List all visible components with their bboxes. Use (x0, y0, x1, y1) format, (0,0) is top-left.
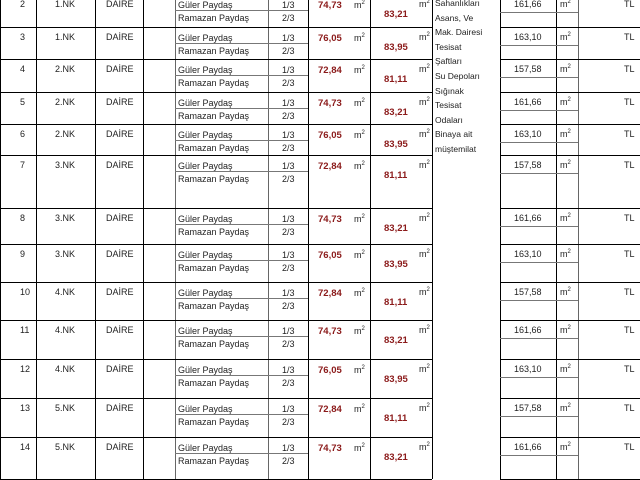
row-number: 3 (20, 32, 26, 42)
column-rule (143, 0, 144, 479)
owner-share: 2/3 (282, 111, 295, 121)
owner-name: Ramazan Paydaş (178, 111, 250, 121)
net-area: 72,84 (318, 65, 342, 76)
net-area: 72,84 (318, 404, 342, 415)
area-unit: $m^2$ (354, 161, 365, 171)
row-rule (0, 359, 432, 360)
gross-area: 83,95 (384, 139, 408, 150)
common-area-note: Şaftları (435, 56, 462, 67)
total-rule (500, 142, 578, 143)
area-unit: $m^2$ (419, 403, 430, 413)
common-area-note: Sahanlıkları (435, 0, 480, 8)
currency-label: TL (624, 129, 635, 139)
owner-share: 1/3 (282, 33, 295, 43)
total-rule (500, 416, 578, 417)
column-rule (556, 0, 557, 479)
unit-type: DAİRE (106, 364, 134, 374)
total-rule (500, 110, 578, 111)
total-rule (500, 300, 578, 301)
floor-label: 5.NK (55, 403, 76, 413)
area-unit: $m^2$ (419, 129, 430, 139)
currency-label: TL (624, 403, 635, 413)
row-rule (500, 92, 640, 93)
floor-label: 4.NK (55, 325, 76, 335)
common-area-note: Tesisat (435, 100, 462, 111)
total-area: 163,10 (514, 129, 542, 139)
unit-type: DAİRE (106, 32, 134, 42)
total-rule (500, 377, 578, 378)
owner-name: Güler Paydaş (178, 214, 233, 224)
row-rule (500, 59, 640, 60)
floor-label: 4.NK (55, 287, 76, 297)
row-rule (500, 244, 640, 245)
net-area: 74,73 (318, 0, 342, 11)
area-unit: $m^2$ (560, 325, 571, 335)
area-unit: $m^2$ (419, 160, 430, 170)
area-unit: $m^2$ (560, 0, 571, 9)
column-rule (578, 0, 579, 479)
area-unit: $m^2$ (560, 64, 571, 74)
currency-label: TL (624, 0, 635, 9)
owner-share: 1/3 (282, 250, 295, 260)
common-area-note: Asans, Ve (435, 12, 474, 23)
row-number: 13 (20, 403, 31, 413)
unit-type: DAİRE (106, 160, 134, 170)
unit-type: DAİRE (106, 287, 134, 297)
row-rule (500, 27, 640, 28)
area-unit: $m^2$ (560, 403, 571, 413)
owner-share: 1/3 (282, 326, 295, 336)
total-area: 161,66 (514, 0, 542, 9)
area-unit: $m^2$ (560, 129, 571, 139)
area-unit: $m^2$ (354, 404, 365, 414)
total-area: 157,58 (514, 64, 542, 74)
area-unit: $m^2$ (560, 160, 571, 170)
area-unit: $m^2$ (419, 442, 430, 452)
area-unit: $m^2$ (419, 0, 430, 9)
area-unit: $m^2$ (560, 32, 571, 42)
area-unit: $m^2$ (560, 364, 571, 374)
row-number: 10 (20, 287, 31, 297)
floor-label: 2.NK (55, 129, 76, 139)
gross-area: 83,21 (384, 335, 408, 346)
area-unit: $m^2$ (354, 288, 365, 298)
area-unit: $m^2$ (354, 98, 365, 108)
area-unit: $m^2$ (354, 130, 365, 140)
gross-area: 83,21 (384, 223, 408, 234)
common-area-note: Odaları (435, 114, 463, 125)
row-number: 11 (20, 325, 30, 335)
row-number: 14 (20, 442, 31, 452)
row-number: 5 (20, 97, 26, 107)
row-rule (500, 320, 640, 321)
unit-type: DAİRE (106, 403, 134, 413)
owner-share: 1/3 (282, 214, 295, 224)
net-area: 72,84 (318, 161, 342, 172)
total-rule (500, 226, 578, 227)
area-unit: $m^2$ (560, 213, 571, 223)
gross-area: 81,11 (384, 413, 408, 424)
total-rule (500, 262, 578, 263)
total-area: 161,66 (514, 325, 542, 335)
owner-name: Güler Paydaş (178, 98, 233, 108)
currency-label: TL (624, 442, 635, 452)
row-rule (0, 27, 432, 28)
area-unit: $m^2$ (419, 64, 430, 74)
owner-share: 2/3 (282, 78, 295, 88)
row-rule (500, 208, 640, 209)
owner-name: Ramazan Paydaş (178, 78, 250, 88)
owner-share: 1/3 (282, 443, 295, 453)
currency-label: TL (624, 325, 635, 335)
floor-label: 4.NK (55, 364, 76, 374)
owner-share: 2/3 (282, 174, 295, 184)
owner-share: 1/3 (282, 365, 295, 375)
gross-area: 83,95 (384, 42, 408, 53)
net-area: 74,73 (318, 98, 342, 109)
owner-share: 1/3 (282, 161, 295, 171)
area-unit: $m^2$ (354, 65, 365, 75)
unit-type: DAİRE (106, 213, 134, 223)
owner-share: 1/3 (282, 130, 295, 140)
unit-type: DAİRE (106, 0, 134, 9)
net-area: 76,05 (318, 33, 342, 44)
total-area: 161,66 (514, 442, 542, 452)
owner-name: Güler Paydaş (178, 0, 233, 10)
row-number: 6 (20, 129, 26, 139)
net-area: 76,05 (318, 250, 342, 261)
currency-label: TL (624, 364, 635, 374)
owner-share: 1/3 (282, 65, 295, 75)
row-number: 2 (20, 0, 26, 9)
currency-label: TL (624, 249, 635, 259)
area-unit: $m^2$ (419, 249, 430, 259)
total-area: 163,10 (514, 249, 542, 259)
area-unit: $m^2$ (354, 365, 365, 375)
unit-type: DAİRE (106, 129, 134, 139)
owner-name: Güler Paydaş (178, 130, 233, 140)
owner-share: 2/3 (282, 456, 295, 466)
column-rule (432, 0, 433, 479)
row-rule (500, 437, 640, 438)
unit-type: DAİRE (106, 64, 134, 74)
owner-name: Ramazan Paydaş (178, 13, 250, 23)
owner-name: Ramazan Paydaş (178, 174, 250, 184)
unit-type: DAİRE (106, 442, 134, 452)
area-unit: $m^2$ (419, 32, 430, 42)
column-rule (500, 0, 501, 479)
area-unit: $m^2$ (560, 97, 571, 107)
row-rule (0, 59, 432, 60)
floor-label: 2.NK (55, 97, 76, 107)
currency-label: TL (624, 213, 635, 223)
total-rule (500, 173, 578, 174)
row-rule (500, 398, 640, 399)
floor-label: 1.NK (55, 0, 76, 9)
owner-share: 2/3 (282, 46, 295, 56)
row-rule (0, 92, 432, 93)
unit-type: DAİRE (106, 325, 134, 335)
row-number: 8 (20, 213, 26, 223)
area-unit: $m^2$ (419, 325, 430, 335)
currency-label: TL (624, 160, 635, 170)
row-rule (0, 437, 432, 438)
column-rule (0, 0, 1, 479)
total-area: 163,10 (514, 364, 542, 374)
floor-label: 3.NK (55, 249, 76, 259)
net-area: 74,73 (318, 443, 342, 454)
owner-share: 2/3 (282, 417, 295, 427)
total-area: 157,58 (514, 287, 542, 297)
row-number: 7 (20, 160, 26, 170)
row-number: 4 (20, 64, 26, 74)
row-number: 12 (20, 364, 31, 374)
area-unit: $m^2$ (419, 213, 430, 223)
gross-area: 83,21 (384, 9, 408, 20)
net-area: 76,05 (318, 130, 342, 141)
row-rule (500, 282, 640, 283)
floor-label: 2.NK (55, 64, 76, 74)
currency-label: TL (624, 32, 635, 42)
net-area: 76,05 (318, 365, 342, 376)
owner-share: 2/3 (282, 227, 295, 237)
row-rule (0, 155, 432, 156)
gross-area: 81,11 (384, 297, 408, 308)
owner-name: Ramazan Paydaş (178, 227, 250, 237)
column-rule (370, 0, 371, 479)
total-area: 161,66 (514, 213, 542, 223)
row-rule (0, 398, 432, 399)
row-rule (500, 359, 640, 360)
owner-name: Güler Paydaş (178, 443, 233, 453)
row-rule (500, 155, 640, 156)
gross-area: 83,95 (384, 374, 408, 385)
total-area: 161,66 (514, 97, 542, 107)
common-area-note: müştemilat (435, 144, 477, 154)
floor-label: 3.NK (55, 213, 76, 223)
net-area: 74,73 (318, 214, 342, 225)
gross-area: 83,95 (384, 259, 408, 270)
gross-area: 83,21 (384, 452, 408, 463)
common-area-note: Su Depoları (435, 71, 480, 81)
column-rule (175, 0, 176, 479)
row-rule (0, 320, 432, 321)
column-rule (268, 0, 269, 479)
area-unit: $m^2$ (354, 250, 365, 260)
owner-share: 1/3 (282, 0, 295, 10)
currency-label: TL (624, 64, 635, 74)
total-area: 163,10 (514, 32, 542, 42)
owner-share: 2/3 (282, 301, 295, 311)
owner-name: Ramazan Paydaş (178, 46, 250, 56)
owner-name: Güler Paydaş (178, 161, 233, 171)
area-unit: $m^2$ (419, 97, 430, 107)
owner-share: 1/3 (282, 288, 295, 298)
total-rule (500, 338, 578, 339)
owner-name: Güler Paydaş (178, 33, 233, 43)
area-unit: $m^2$ (560, 249, 571, 259)
area-unit: $m^2$ (354, 443, 365, 453)
owner-name: Güler Paydaş (178, 288, 233, 298)
owner-name: Ramazan Paydaş (178, 378, 250, 388)
common-area-note: Mak. Dairesi (435, 27, 483, 38)
area-unit: $m^2$ (354, 33, 365, 43)
owner-name: Güler Paydaş (178, 250, 233, 260)
row-rule (0, 124, 432, 125)
owner-name: Ramazan Paydaş (178, 301, 250, 311)
row-rule (0, 282, 432, 283)
owner-name: Güler Paydaş (178, 65, 233, 75)
owner-name: Ramazan Paydaş (178, 143, 250, 153)
area-unit: $m^2$ (560, 442, 571, 452)
owner-share: 2/3 (282, 378, 295, 388)
owner-share: 2/3 (282, 263, 295, 273)
net-area: 74,73 (318, 326, 342, 337)
floor-label: 3.NK (55, 160, 76, 170)
owner-share: 1/3 (282, 404, 295, 414)
owner-name: Güler Paydaş (178, 365, 233, 375)
total-rule (500, 45, 578, 46)
gross-area: 81,11 (384, 170, 408, 181)
floor-label: 1.NK (55, 32, 76, 42)
owner-share: 2/3 (282, 339, 295, 349)
owner-name: Ramazan Paydaş (178, 417, 250, 427)
column-rule (36, 0, 37, 479)
total-rule (500, 12, 578, 13)
owner-share: 2/3 (282, 143, 295, 153)
row-rule (500, 124, 640, 125)
total-area: 157,58 (514, 160, 542, 170)
total-area: 157,58 (514, 403, 542, 413)
owner-share: 2/3 (282, 13, 295, 23)
total-rule (500, 455, 578, 456)
owner-name: Ramazan Paydaş (178, 263, 250, 273)
area-unit: $m^2$ (419, 287, 430, 297)
area-unit: $m^2$ (560, 287, 571, 297)
total-rule (500, 77, 578, 78)
floor-label: 5.NK (55, 442, 76, 452)
common-area-note: Sığınak (435, 85, 464, 96)
unit-type: DAİRE (106, 249, 134, 259)
owner-name: Güler Paydaş (178, 404, 233, 414)
area-unit: $m^2$ (354, 0, 365, 10)
net-area: 72,84 (318, 288, 342, 299)
owner-name: Ramazan Paydaş (178, 339, 250, 349)
owner-name: Güler Paydaş (178, 326, 233, 336)
unit-type: DAİRE (106, 97, 134, 107)
common-area-note: Tesisat (435, 41, 462, 52)
column-rule (95, 0, 96, 479)
currency-label: TL (624, 287, 635, 297)
column-rule (308, 0, 309, 479)
gross-area: 81,11 (384, 74, 408, 85)
row-rule (0, 244, 432, 245)
gross-area: 83,21 (384, 107, 408, 118)
row-number: 9 (20, 249, 26, 259)
area-unit: $m^2$ (354, 326, 365, 336)
owner-share: 1/3 (282, 98, 295, 108)
common-area-note: Binaya ait (435, 129, 473, 140)
row-rule (0, 208, 432, 209)
currency-label: TL (624, 97, 635, 107)
area-unit: $m^2$ (354, 214, 365, 224)
area-unit: $m^2$ (419, 364, 430, 374)
owner-name: Ramazan Paydaş (178, 456, 250, 466)
